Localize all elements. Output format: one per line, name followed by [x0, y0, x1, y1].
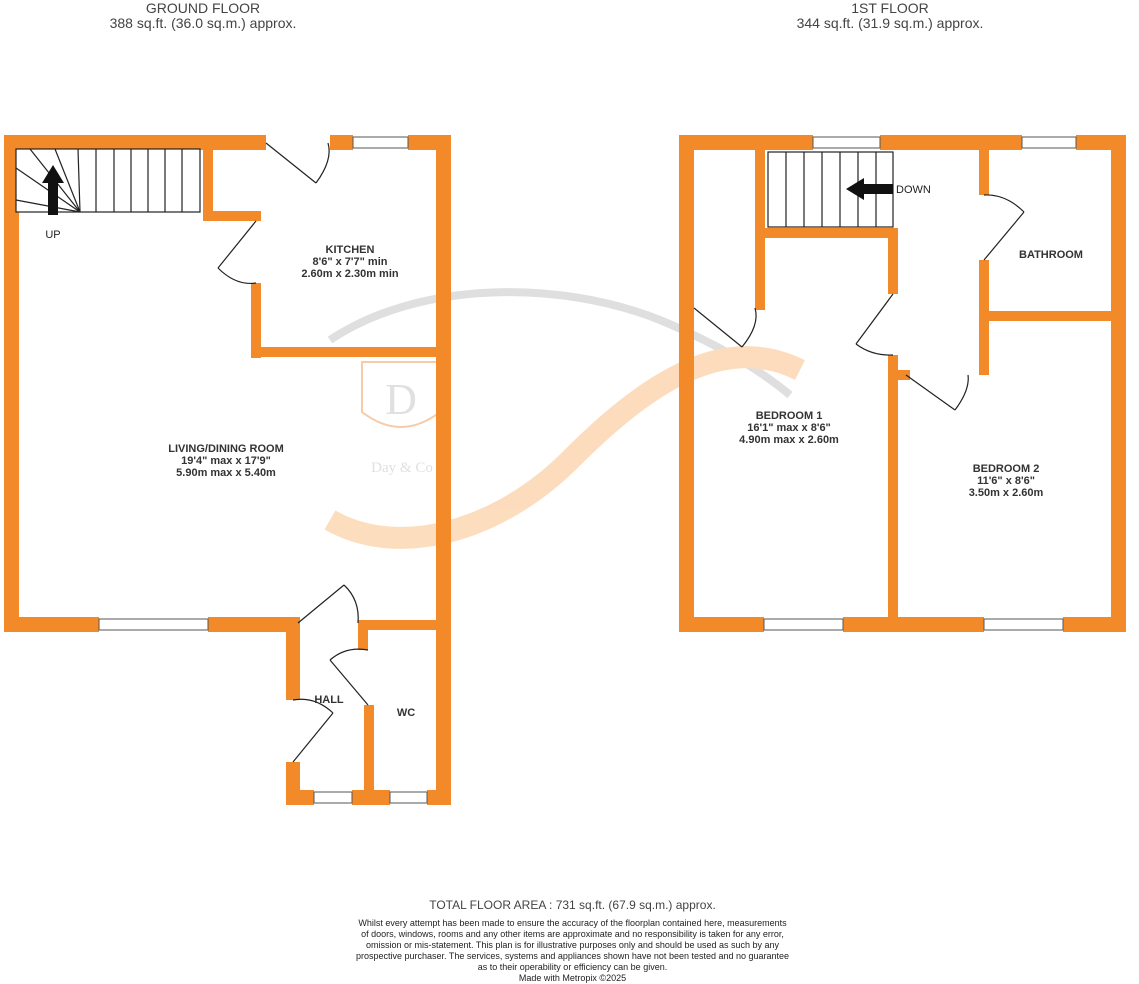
bathroom-window [1022, 137, 1076, 148]
total-floor-area: TOTAL FLOOR AREA : 731 sq.ft. (67.9 sq.m.) approx. [429, 898, 716, 912]
stairs-up-label: UP [45, 229, 61, 241]
first-floor-area: 344 sq.ft. (31.9 sq.m.) approx. [796, 15, 984, 31]
bedroom1-dim-metric: 4.90m max x 2.60m [739, 434, 839, 446]
living-dim-metric: 5.90m max x 5.40m [176, 467, 276, 479]
bedroom2-window [984, 619, 1063, 630]
bedroom1-dim-imperial: 16'1" max x 8'6" [747, 422, 831, 434]
watermark-letter: D [385, 375, 417, 424]
living-window [99, 619, 208, 630]
wc-window [390, 792, 427, 803]
bathroom-name: BATHROOM [1019, 249, 1083, 261]
disclaimer-line: omission or mis-statement. This plan is for illustrative purposes only and should be used as such by any [365, 940, 780, 950]
bedroom1-window [764, 619, 843, 630]
ground-floor-area: 388 sq.ft. (36.0 sq.m.) approx. [109, 15, 297, 31]
ground-floor-title: GROUND FLOOR [145, 0, 261, 16]
wc-name: WC [396, 707, 416, 719]
disclaimer-line: as to their operability or efficiency can be given. [477, 962, 668, 972]
hall-front-door [293, 713, 333, 762]
bedroom2-name: BEDROOM 2 [972, 463, 1040, 475]
room-bedroom1 [739, 410, 839, 446]
disclaimer-line: Whilst every attempt has been made to ensure the accuracy of the floorplan contained here, measurements [358, 918, 787, 928]
hall-living-door [298, 585, 344, 623]
made-with: Made with Metropix ©2025 [518, 973, 627, 983]
watermark [330, 292, 800, 538]
bedroom2-dim-metric: 3.50m x 2.60m [968, 487, 1044, 499]
first-floor-walls [679, 135, 1126, 632]
footer [300, 898, 845, 984]
bedroom2-door [906, 375, 955, 410]
kitchen-door [218, 221, 256, 268]
kitchen-name: KITCHEN [325, 244, 375, 256]
room-kitchen [301, 244, 399, 280]
kitchen-dim-imperial: 8'6" x 7'7" min [312, 256, 388, 268]
bedroom1-name: BEDROOM 1 [755, 410, 823, 422]
bedroom1-door [856, 294, 893, 344]
stairs-down-label: DOWN [896, 184, 931, 196]
disclaimer-line: of doors, windows, rooms and any other items are approximate and no responsibility is taken for any error, [361, 929, 784, 939]
room-living [168, 443, 284, 479]
kitchen-window [353, 137, 408, 148]
hall-name: HALL [314, 694, 344, 706]
living-name: LIVING/DINING ROOM [168, 443, 284, 455]
front-kitchen-door [266, 143, 316, 183]
kitchen-dim-metric: 2.60m x 2.30m min [301, 268, 399, 280]
disclaimer [300, 918, 845, 984]
bedroom2-dim-imperial: 11'6" x 8'6" [977, 475, 1035, 487]
first-floor-title: 1ST FLOOR [851, 0, 929, 16]
room-bedroom2 [969, 463, 1044, 499]
disclaimer-line: prospective purchaser. The services, systems and appliances shown have not been tested and no guarantee [355, 951, 790, 961]
watermark-text: Day & Co [371, 460, 433, 476]
landing-window [813, 137, 880, 148]
living-dim-imperial: 19'4" max x 17'9" [181, 455, 271, 467]
bathroom-door [984, 212, 1024, 260]
hall-window [314, 792, 352, 803]
